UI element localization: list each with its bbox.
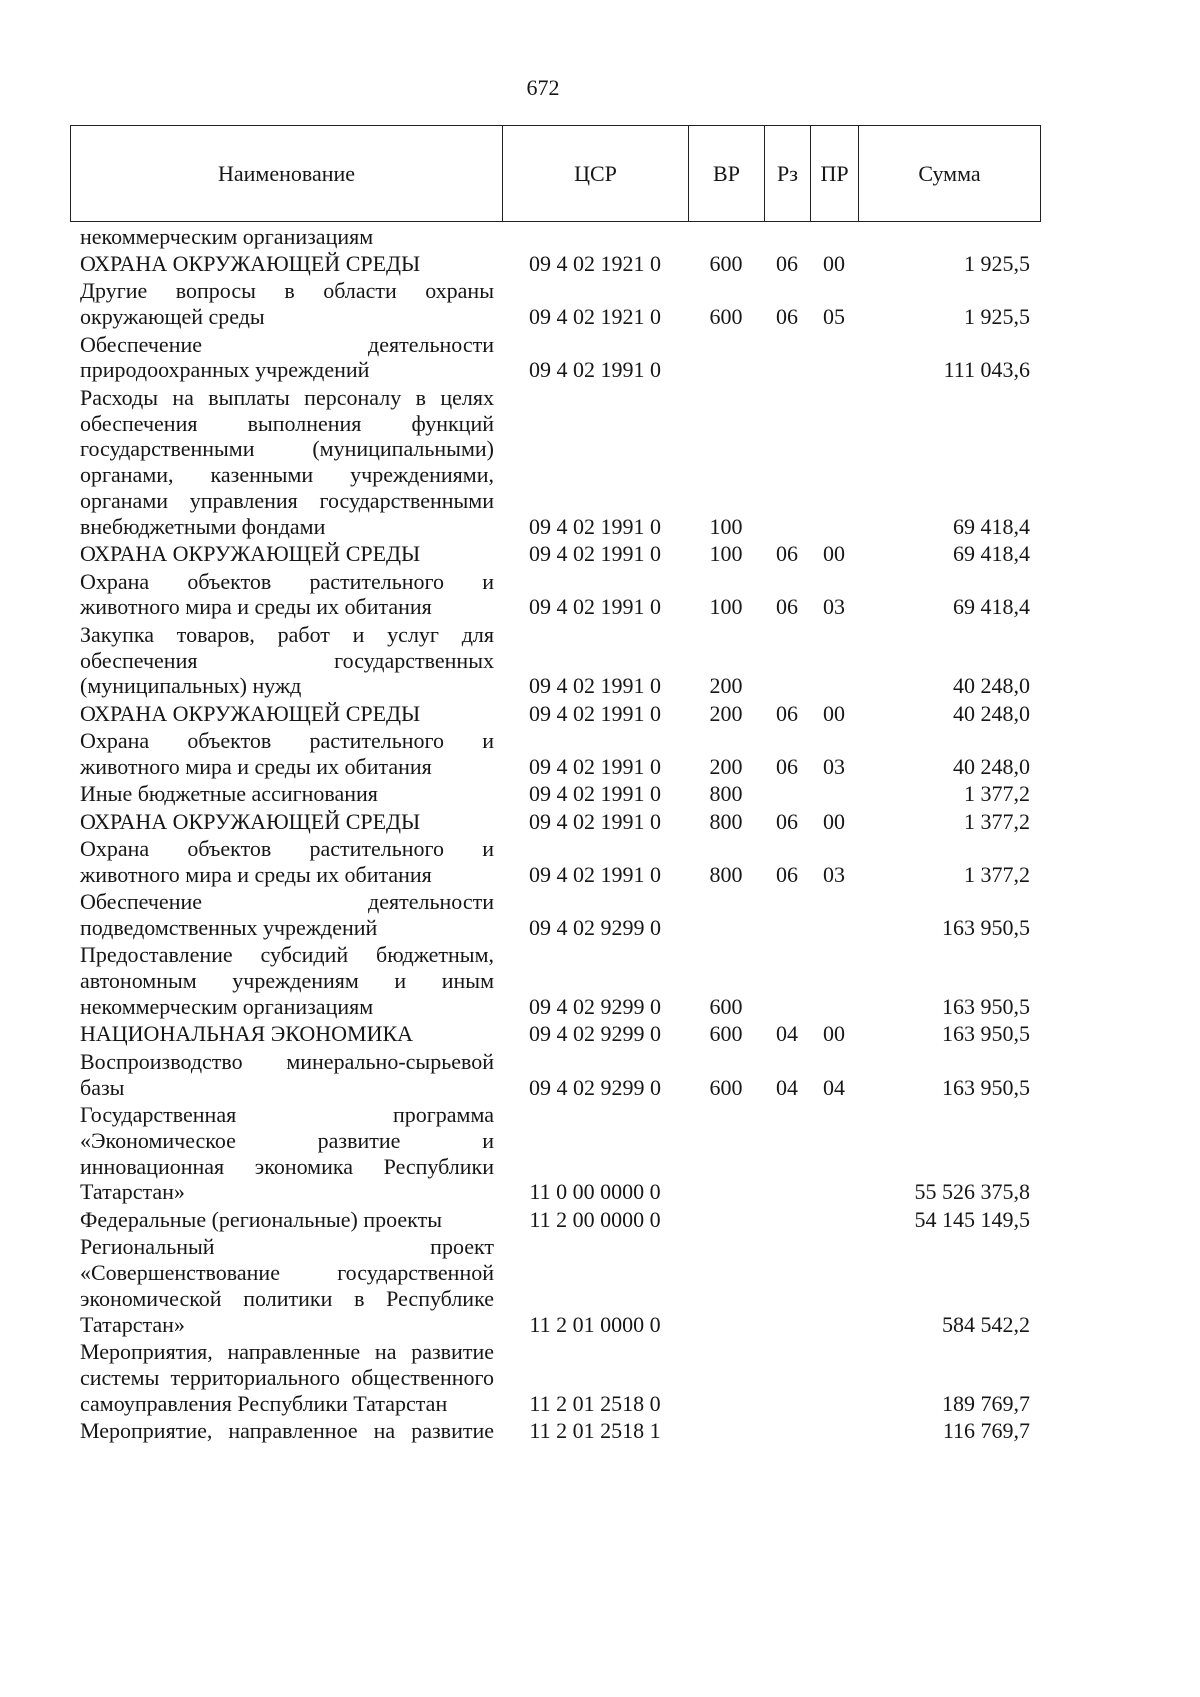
pr-code xyxy=(810,888,858,941)
row-name xyxy=(70,834,502,887)
table-row xyxy=(70,1205,1040,1232)
rz-code xyxy=(764,780,810,807)
csr-code: 09 4 02 1991 0 xyxy=(529,513,661,539)
name-line: Расходы на выплаты персоналу в целях xyxy=(80,384,494,410)
sum-value: 55 526 375,8 xyxy=(914,1179,1030,1205)
rz-code xyxy=(764,1205,810,1232)
name-line: Федеральные (региональные) проекты xyxy=(80,1206,442,1232)
vr-code: 600 xyxy=(709,994,743,1020)
row-name xyxy=(70,1100,502,1205)
csr-code: 11 2 01 2518 0 xyxy=(529,1390,661,1416)
csr-code: 09 4 02 9299 0 xyxy=(529,915,661,941)
table-row xyxy=(70,277,1040,330)
vr-code: 600 xyxy=(709,304,743,330)
rz-code: 06 xyxy=(776,861,798,887)
table-row xyxy=(70,780,1040,807)
rz-code: 06 xyxy=(776,594,798,620)
rz-code xyxy=(764,1337,810,1416)
name-line: Региональный проект xyxy=(80,1234,494,1260)
csr-code: 09 4 02 1991 0 xyxy=(529,861,661,887)
pr-code xyxy=(810,383,858,539)
pr-code xyxy=(810,780,858,807)
name-line: внебюджетными фондами xyxy=(80,513,326,539)
vr-code: 800 xyxy=(709,808,743,834)
csr-code: 09 4 02 1991 0 xyxy=(529,673,661,699)
name-line: окружающей среды xyxy=(80,304,265,330)
table-row xyxy=(70,222,1040,249)
name-line: Иные бюджетные ассигнования xyxy=(80,781,378,807)
sum-value: 163 950,5 xyxy=(942,1074,1030,1100)
row-name xyxy=(70,277,502,330)
row-name xyxy=(70,780,502,807)
name-line: ОХРАНА ОКРУЖАЮЩЕЙ СРЕДЫ xyxy=(80,808,421,834)
name-line: самоуправления Республики Татарстан xyxy=(80,1390,448,1416)
rz-code: 06 xyxy=(776,304,798,330)
csr-code: 09 4 02 9299 0 xyxy=(529,1074,661,1100)
csr-code: 09 4 02 1991 0 xyxy=(529,700,661,726)
csr-code: 09 4 02 9299 0 xyxy=(529,1021,661,1047)
vr-code xyxy=(688,330,764,383)
name-line: некоммерческим организациям xyxy=(80,994,374,1020)
table-row xyxy=(70,1233,1040,1338)
header-csr: ЦСР xyxy=(503,126,689,222)
header-row xyxy=(71,126,1041,222)
name-line: животного мира и среды их обитания xyxy=(80,753,432,779)
row-name xyxy=(70,726,502,779)
budget-table xyxy=(70,222,1040,1444)
rz-code xyxy=(764,888,810,941)
table-body xyxy=(70,222,1040,1444)
csr-code: 09 4 02 1921 0 xyxy=(529,304,661,330)
vr-code: 100 xyxy=(709,513,743,539)
csr-code: 11 2 00 0000 0 xyxy=(529,1206,661,1232)
sum-value: 1 925,5 xyxy=(964,304,1030,330)
sum-value xyxy=(858,222,1040,249)
name-line: Закупка товаров, работ и услуг для xyxy=(80,621,494,647)
pr-code xyxy=(810,222,858,249)
name-line: базы xyxy=(80,1074,125,1100)
rz-code xyxy=(764,222,810,249)
rz-code xyxy=(764,1100,810,1205)
row-name xyxy=(70,1205,502,1232)
rz-code: 06 xyxy=(776,250,798,276)
pr-code: 00 xyxy=(823,700,845,726)
pr-code: 04 xyxy=(823,1074,845,1100)
sum-value: 163 950,5 xyxy=(942,994,1030,1020)
name-line: НАЦИОНАЛЬНАЯ ЭКОНОМИКА xyxy=(80,1021,414,1047)
name-line: Государственная программа xyxy=(80,1101,494,1127)
name-line: экономической политики в Республике xyxy=(80,1285,494,1311)
header-rz: Рз xyxy=(765,126,811,222)
row-name xyxy=(70,941,502,1020)
sum-value: 111 043,6 xyxy=(943,357,1030,383)
vr-code: 600 xyxy=(709,1021,743,1047)
sum-value: 40 248,0 xyxy=(953,673,1030,699)
name-line: подведомственных учреждений xyxy=(80,915,378,941)
pr-code: 03 xyxy=(823,594,845,620)
csr-code: 09 4 02 1991 0 xyxy=(529,357,661,383)
sum-value: 54 145 149,5 xyxy=(914,1206,1030,1232)
sum-value: 69 418,4 xyxy=(953,541,1030,567)
name-line: обеспечения государственных xyxy=(80,647,494,673)
rz-code xyxy=(764,1233,810,1338)
vr-code xyxy=(688,1416,764,1443)
rz-code xyxy=(764,620,810,699)
table-header xyxy=(70,125,1041,222)
table-row xyxy=(70,807,1040,834)
table-row xyxy=(70,888,1040,941)
sum-value: 584 542,2 xyxy=(942,1311,1030,1337)
row-name xyxy=(70,1233,502,1338)
csr-code: 09 4 02 1921 0 xyxy=(529,250,661,276)
name-line: «Экономическое развитие и xyxy=(80,1127,494,1153)
table-row xyxy=(70,1100,1040,1205)
header-sum: Сумма xyxy=(859,126,1041,222)
rz-code xyxy=(764,383,810,539)
name-line: Татарстан» xyxy=(80,1179,185,1205)
pr-code: 03 xyxy=(823,861,845,887)
sum-value: 69 418,4 xyxy=(953,594,1030,620)
name-line: обеспечения выполнения функций xyxy=(80,410,494,436)
pr-code: 00 xyxy=(823,1021,845,1047)
sum-value: 1 377,2 xyxy=(964,781,1030,807)
name-line: некоммерческим организациям xyxy=(80,223,374,249)
name-line: Татарстан» xyxy=(80,1311,185,1337)
csr-code: 09 4 02 1991 0 xyxy=(529,808,661,834)
name-line: (муниципальных) нужд xyxy=(80,673,302,699)
table-row xyxy=(70,330,1040,383)
rz-code: 06 xyxy=(776,808,798,834)
name-line: ОХРАНА ОКРУЖАЮЩЕЙ СРЕДЫ xyxy=(80,250,421,276)
csr-code: 09 4 02 9299 0 xyxy=(529,994,661,1020)
name-line: ОХРАНА ОКРУЖАЮЩЕЙ СРЕДЫ xyxy=(80,541,421,567)
table-row xyxy=(70,620,1040,699)
sum-value: 1 925,5 xyxy=(964,250,1030,276)
rz-code xyxy=(764,1416,810,1443)
name-line: Другие вопросы в области охраны xyxy=(80,278,494,304)
sum-value: 40 248,0 xyxy=(953,700,1030,726)
name-line: автономным учреждениям и иным xyxy=(80,968,494,994)
vr-code: 200 xyxy=(709,753,743,779)
rz-code: 06 xyxy=(776,700,798,726)
row-name xyxy=(70,1020,502,1047)
row-name xyxy=(70,540,502,567)
row-name xyxy=(70,888,502,941)
row-name xyxy=(70,330,502,383)
vr-code xyxy=(688,222,764,249)
name-line: животного мира и среды их обитания xyxy=(80,861,432,887)
name-line: Охрана объектов растительного и xyxy=(80,836,494,862)
pr-code xyxy=(810,1100,858,1205)
csr-code: 09 4 02 1991 0 xyxy=(529,781,661,807)
sum-value: 163 950,5 xyxy=(942,1021,1030,1047)
name-line: Воспроизводство минерально-сырьевой xyxy=(80,1048,494,1074)
name-line: Предоставление субсидий бюджетным, xyxy=(80,942,494,968)
sum-value: 1 377,2 xyxy=(964,861,1030,887)
name-line: «Совершенствование государственной xyxy=(80,1259,494,1285)
table-row xyxy=(70,834,1040,887)
sum-value: 40 248,0 xyxy=(953,753,1030,779)
row-name xyxy=(70,1416,502,1443)
name-line: ОХРАНА ОКРУЖАЮЩЕЙ СРЕДЫ xyxy=(80,700,421,726)
name-line: системы территориального общественного xyxy=(80,1364,494,1390)
csr-code: 09 4 02 1991 0 xyxy=(529,541,661,567)
vr-code xyxy=(688,888,764,941)
row-name xyxy=(70,383,502,539)
vr-code: 600 xyxy=(709,1074,743,1100)
csr-code: 09 4 02 1991 0 xyxy=(529,753,661,779)
row-name xyxy=(70,807,502,834)
csr-code xyxy=(502,222,688,249)
name-line: Мероприятие, направленное на развитие xyxy=(80,1417,494,1443)
csr-code: 11 0 00 0000 0 xyxy=(529,1179,661,1205)
pr-code xyxy=(810,941,858,1020)
row-name xyxy=(70,1337,502,1416)
vr-code: 100 xyxy=(709,594,743,620)
pr-code: 00 xyxy=(823,250,845,276)
row-name xyxy=(70,249,502,276)
name-line: природоохранных учреждений xyxy=(80,357,370,383)
table-row xyxy=(70,540,1040,567)
table-row xyxy=(70,1416,1040,1443)
row-name xyxy=(70,567,502,620)
name-line: государственными (муниципальными) xyxy=(80,436,494,462)
csr-code: 09 4 02 1991 0 xyxy=(529,594,661,620)
vr-code xyxy=(688,1233,764,1338)
table-row xyxy=(70,699,1040,726)
rz-code: 04 xyxy=(776,1021,798,1047)
row-name xyxy=(70,222,502,249)
table-row xyxy=(70,1047,1040,1100)
table-row xyxy=(70,1337,1040,1416)
pr-code xyxy=(810,1205,858,1232)
table-row xyxy=(70,941,1040,1020)
table-row xyxy=(70,726,1040,779)
vr-code: 800 xyxy=(709,861,743,887)
vr-code: 100 xyxy=(709,541,743,567)
vr-code: 200 xyxy=(709,673,743,699)
row-name xyxy=(70,699,502,726)
pr-code: 00 xyxy=(823,808,845,834)
vr-code xyxy=(688,1205,764,1232)
name-line: органами управления государственными xyxy=(80,487,494,513)
row-name xyxy=(70,1047,502,1100)
vr-code: 600 xyxy=(709,250,743,276)
sum-value: 116 769,7 xyxy=(942,1417,1030,1443)
sum-value: 1 377,2 xyxy=(964,808,1030,834)
pr-code: 00 xyxy=(823,541,845,567)
header-pr: ПР xyxy=(811,126,859,222)
header-vr: ВР xyxy=(689,126,765,222)
sum-value: 189 769,7 xyxy=(942,1390,1030,1416)
rz-code xyxy=(764,330,810,383)
pr-code xyxy=(810,1337,858,1416)
vr-code xyxy=(688,1337,764,1416)
table-row xyxy=(70,249,1040,276)
sum-value: 163 950,5 xyxy=(942,915,1030,941)
pr-code: 03 xyxy=(823,753,845,779)
name-line: Мероприятия, направленные на развитие xyxy=(80,1338,494,1364)
rz-code: 06 xyxy=(776,753,798,779)
vr-code: 200 xyxy=(709,700,743,726)
vr-code xyxy=(688,1100,764,1205)
table-row xyxy=(70,383,1040,539)
page-number: 672 xyxy=(526,75,560,100)
header-name: Наименование xyxy=(71,126,503,222)
csr-code: 11 2 01 2518 1 xyxy=(529,1417,661,1443)
name-line: Охрана объектов растительного и xyxy=(80,568,494,594)
rz-code: 04 xyxy=(776,1074,798,1100)
name-line: Обеспечение деятельности xyxy=(80,889,494,915)
rz-code: 06 xyxy=(776,541,798,567)
row-name xyxy=(70,620,502,699)
name-line: органами, казенными учреждениями, xyxy=(80,462,494,488)
pr-code xyxy=(810,620,858,699)
pr-code xyxy=(810,1416,858,1443)
table-row xyxy=(70,567,1040,620)
vr-code: 800 xyxy=(709,781,743,807)
rz-code xyxy=(764,941,810,1020)
name-line: животного мира и среды их обитания xyxy=(80,594,432,620)
table-row xyxy=(70,1020,1040,1047)
pr-code xyxy=(810,330,858,383)
pr-code xyxy=(810,1233,858,1338)
name-line: Охрана объектов растительного и xyxy=(80,728,494,754)
name-line: Обеспечение деятельности xyxy=(80,331,494,357)
sum-value: 69 418,4 xyxy=(953,513,1030,539)
csr-code: 11 2 01 0000 0 xyxy=(529,1311,661,1337)
pr-code: 05 xyxy=(823,304,845,330)
name-line: инновационная экономика Республики xyxy=(80,1153,494,1179)
